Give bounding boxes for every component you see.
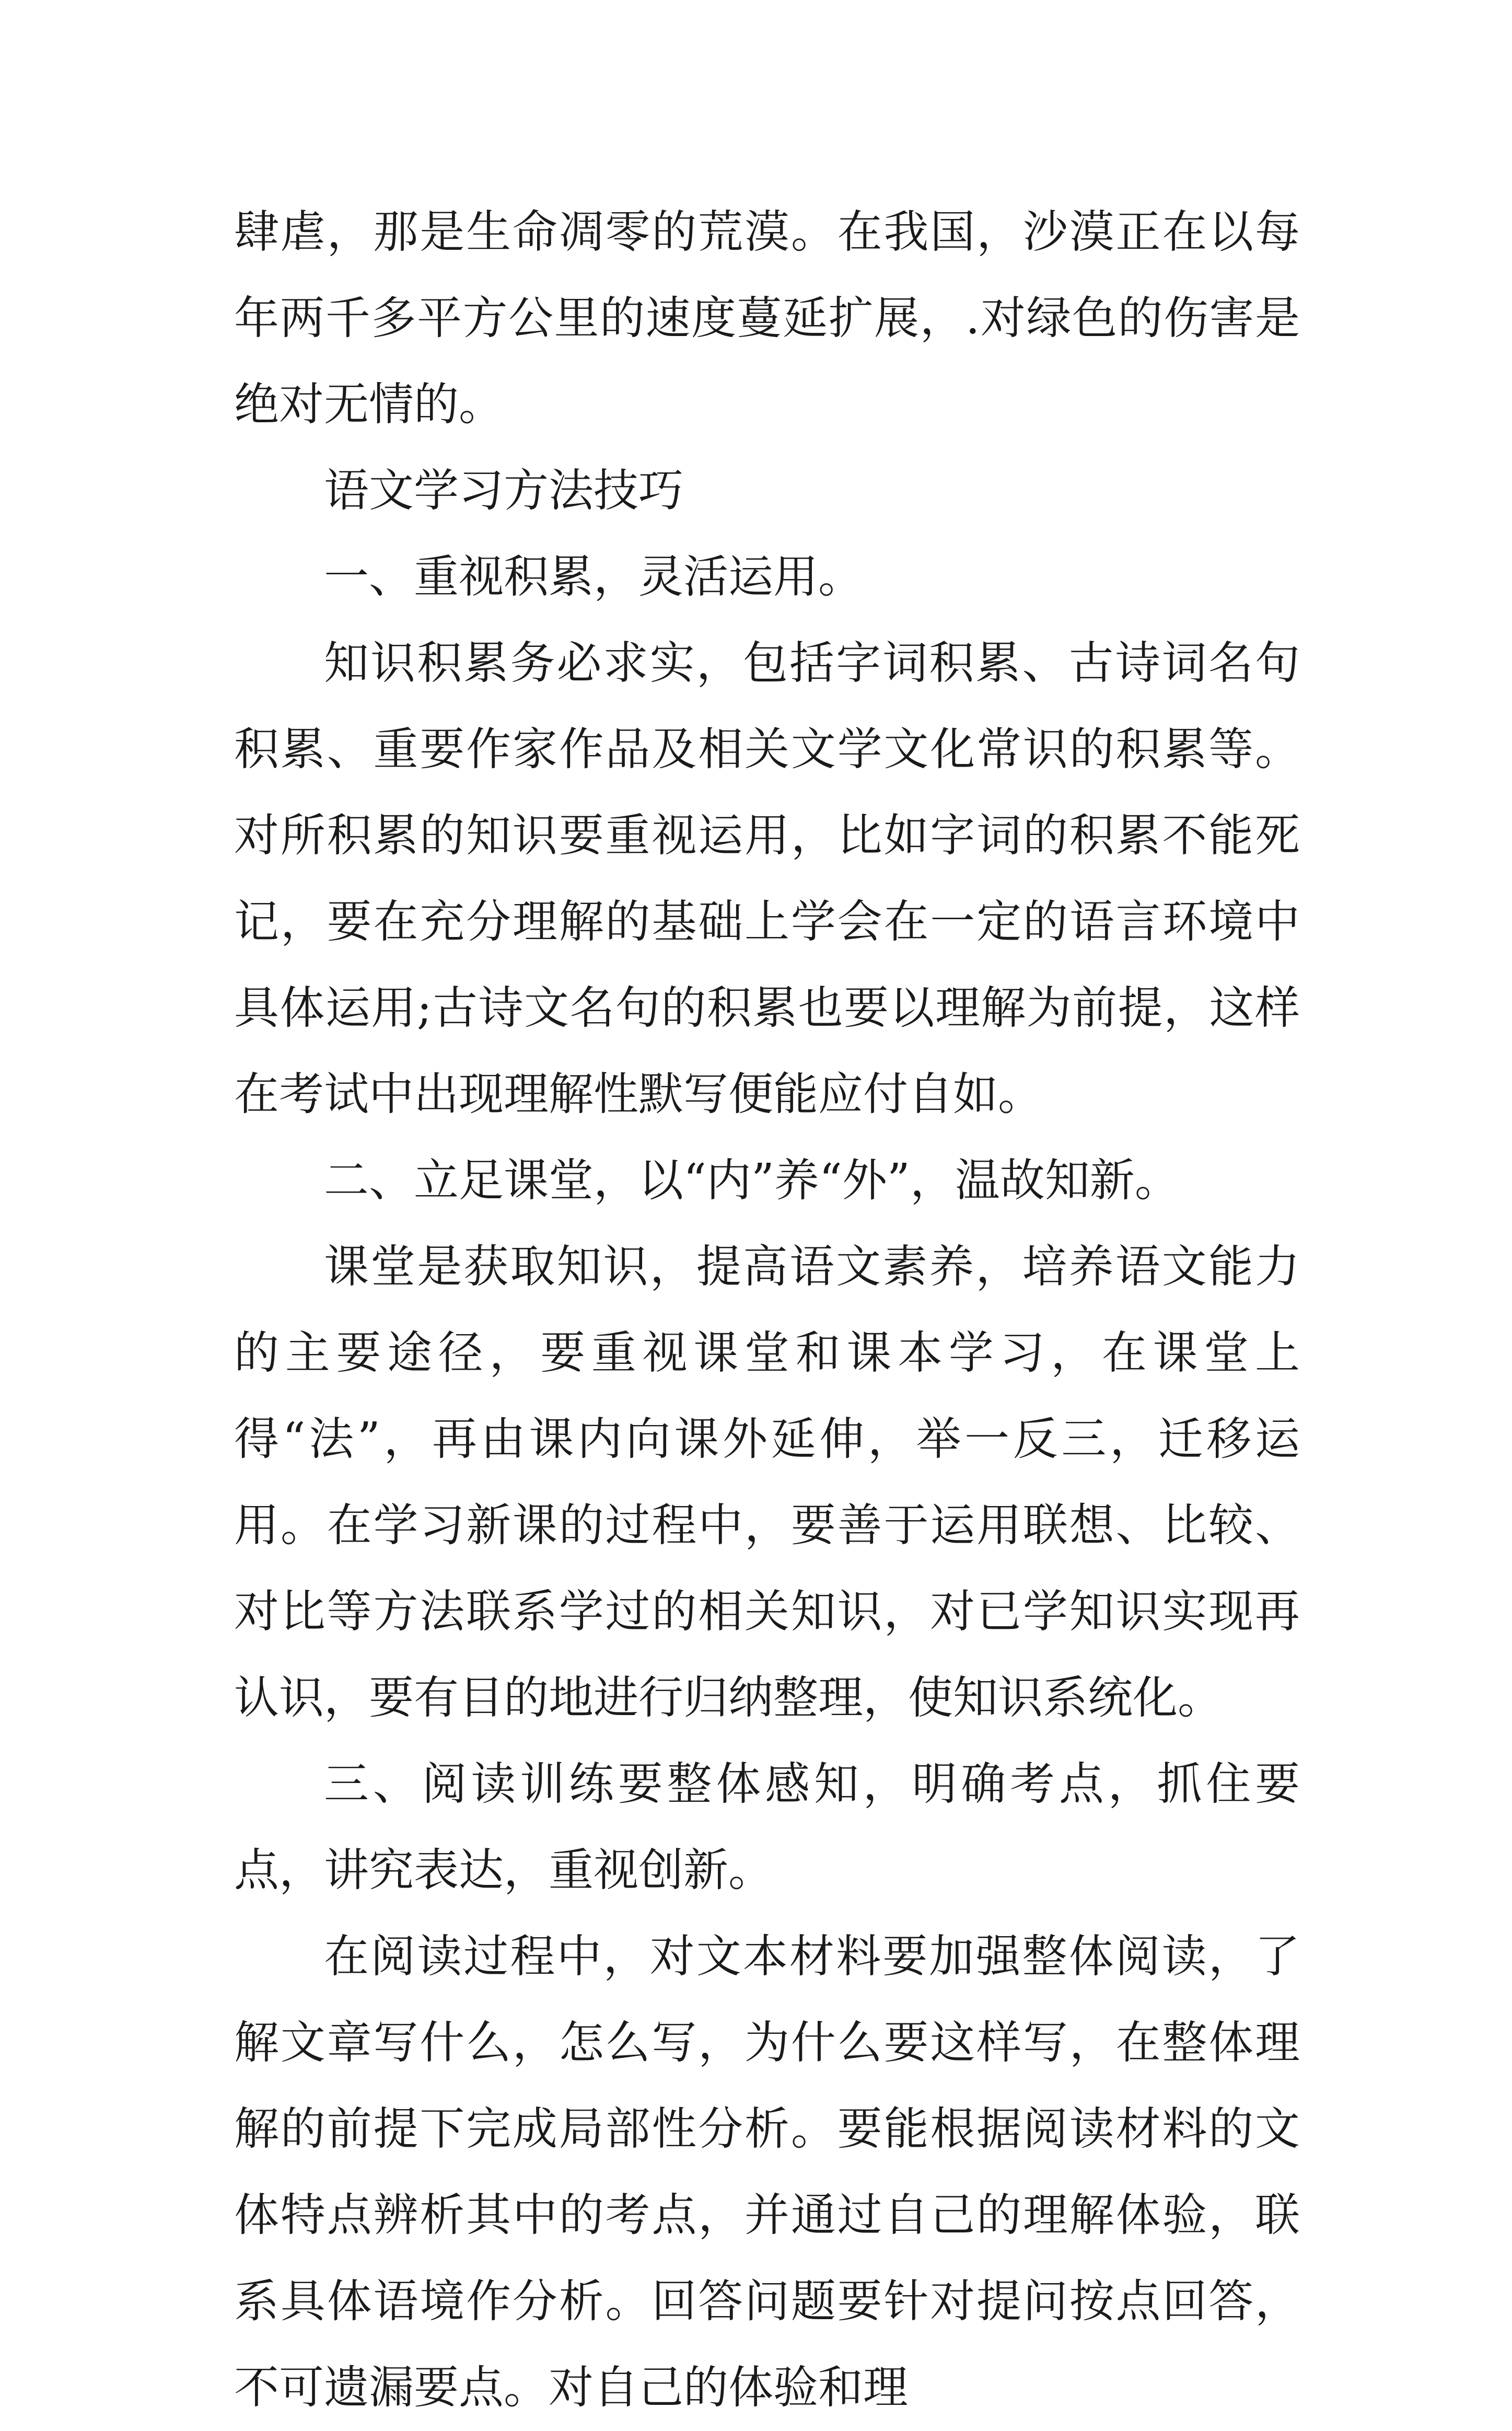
section-heading: 语文学习方法技巧	[324, 465, 683, 517]
subheading-2: 二、立足课堂，以“内”养“外”，温故知新。	[324, 1154, 1180, 1207]
subheading-3: 三、阅读训练要整体感知，明确考点，抓住要点，讲究表达，重视创新。	[234, 1758, 1300, 1896]
paragraph-1: 知识积累务必求实，包括字词积累、古诗词名句积累、重要作家作品及相关文学文化常识的积累等。对所积累的知识要重视运用，比如字词的积累不能死记，要在充分理解的基础上学会在一定的语言环境中具体运用;古诗文名句的积累也要以理解为前提，这样在考试中出现理解性默写便能应付自如。	[234, 637, 1300, 1120]
paragraph-continuation: 肆虐，那是生命凋零的荒漠。在我国，沙漠正在以每年两千多平方公里的速度蔓延扩展，.对绿色的伤害是绝对无情的。	[234, 206, 1300, 431]
body-text	[234, 189, 1300, 2431]
subheading-1: 一、重视积累，灵活运用。	[324, 551, 863, 603]
paragraph-2: 课堂是获取知识，提高语文素养，培养语文能力的主要途径，要重视课堂和课本学习，在课堂上得“法”，再由课内向课外延伸，举一反三，迁移运用。在学习新课的过程中，要善于运用联想、比较、对比等方法联系学过的相关知识，对已学知识实现再认识，要有目的地进行归纳整理，使知识系统化。	[234, 1241, 1300, 1724]
paragraph-3: 在阅读过程中，对文本材料要加强整体阅读，了解文章写什么，怎么写，为什么要这样写，在整体理解的前提下完成局部性分析。要能根据阅读材料的文体特点辨析其中的考点，并通过自己的理解体验，联系具体语境作分析。回答问题要针对提问按点回答，不可遗漏要点。对自己的体验和理	[234, 1930, 1300, 2414]
